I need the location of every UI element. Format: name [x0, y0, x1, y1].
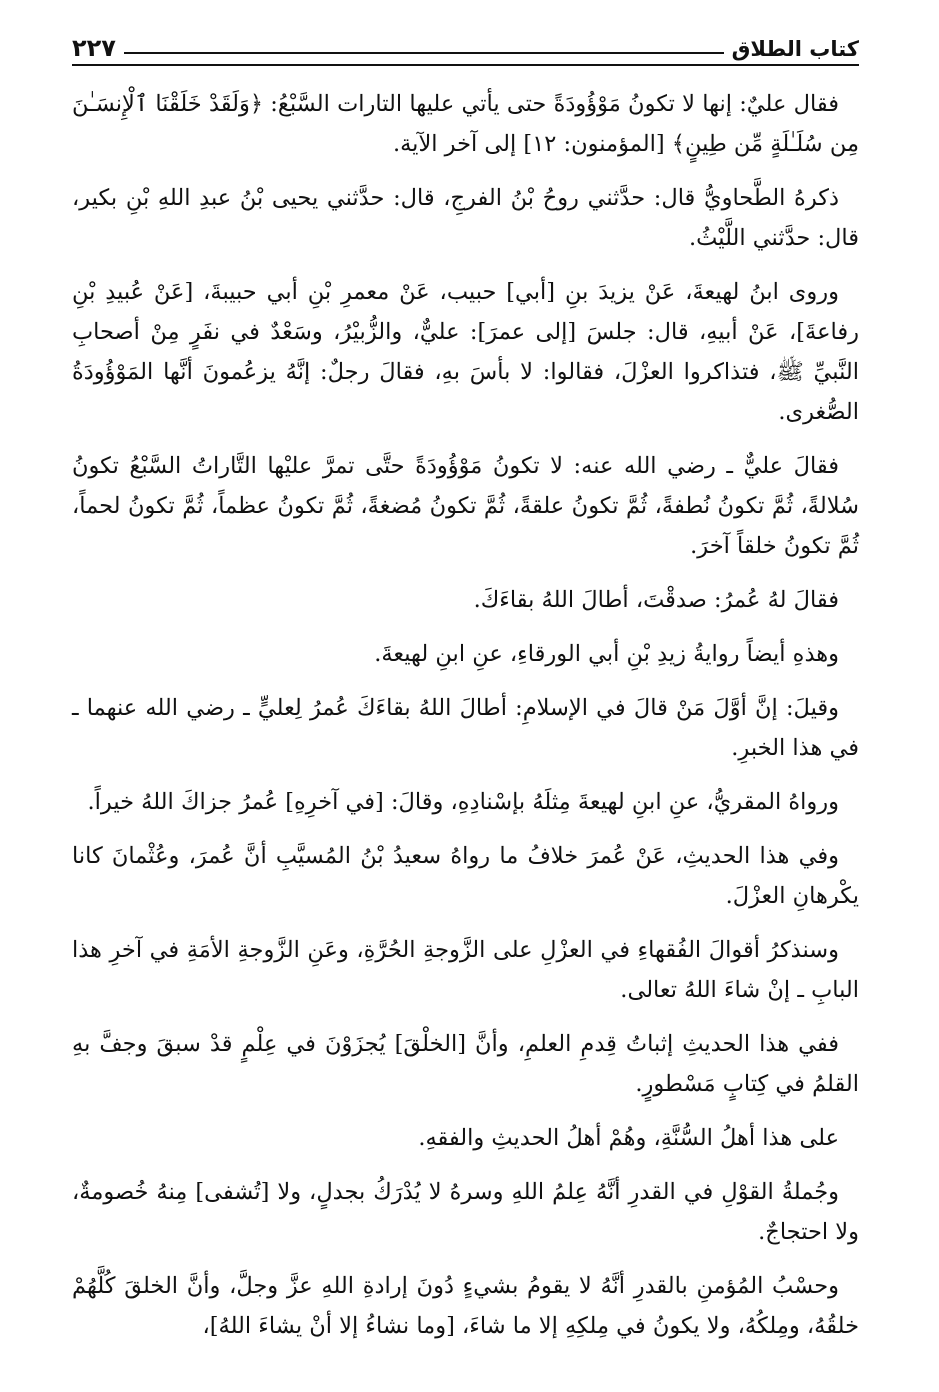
paragraph: وفي هذا الحديثِ، عَنْ عُمرَ خلافُ ما رواهُ سعيدُ بْنُ المُسيَّبِ أنَّ عُمرَ، وعُثْمانَ كانا يكْرهانِ العزْلَ.: [72, 843, 859, 909]
paragraph: ذكرهُ الطَّحاويُّ قال: حدَّثني روحُ بْنُ الفرجِ، قال: حدَّثني يحيى بْنُ عبدِ اللهِ بْنِ بكير، قال: حدَّثني اللَّيْثُ.: [72, 185, 859, 251]
paragraph: ففي هذا الحديثِ إثباتُ قِدمِ العلمِ، وأنَّ [الخلْقَ] يُجزَوْنَ في عِلْمٍ قدْ سبقَ وجفَّ بهِ القلمُ في كِتابٍ مَسْطورٍ.: [72, 1031, 859, 1097]
page-body: [72, 84, 859, 1360]
paragraph: فقال عليٌ: إنها لا تكونُ مَوْؤُودَةً حتى يأتي عليها التارات السَّبْعُ: ﴿وَلَقَدْ خَلَقْنَا ٱلْإِنسَـٰنَ مِن سُلَـٰلَةٍ مِّن طِينٍ﴾ [المؤمنون: ١٢] إلى آخر الآية.: [72, 91, 859, 157]
paragraph: فقالَ عليٌّ ـ رضي الله عنه: لا تكونُ مَوْؤُودَةً حتَّى تمرَّ عليْها التَّاراتُ السَّبْعُ تكونُ سُلالةً، ثُمَّ تكونُ نُطفةً، ثُمَّ تكونُ علقةً، ثُمَّ تكونُ مُضغةً، ثُمَّ تكونُ عظماً، ثُمَّ تكونُ لحماً، ثُمَّ تكونُ خلقاً آخرَ.: [72, 453, 859, 559]
paragraph: وجُملةُ القوْلِ في القدرِ أنَّهُ عِلمُ اللهِ وسرهُ لا يُدْرَكُ بجدلٍ، ولا [تُشفى] مِنهُ خُصومةٌ، ولا احتجاجٌ.: [72, 1179, 859, 1245]
paragraph: ورواهُ المقريُّ، عنِ ابنِ لهيعةَ مِثلَهُ بإسْنادِهِ، وقالَ: [في آخرِهِ] عُمرُ جزاكَ اللهُ خيراً.: [87, 789, 839, 815]
paragraph: وقيلَ: إنَّ أوَّلَ مَنْ قالَ في الإسلامِ: أطالَ اللهُ بقاءَكَ عُمرُ لِعليٍّ ـ رضي الله عنهما ـ في هذا الخبرِ.: [72, 695, 859, 761]
paragraph: وحسْبُ المُؤمنِ بالقدرِ أنَّهُ لا يقومُ بشيءٍ دُونَ إرادةِ اللهِ عزَّ وجلَّ، وأنَّ الخلقَ كُلَّهُمْ خلقُهُ، ومِلكُهُ، ولا يكونُ في مِلكِهِ إلا ما شاءَ، [وما نشاءُ إلا أنْ يشاءَ اللهُ]،: [72, 1273, 859, 1339]
paragraph: وسنذكرُ أقوالَ الفُقهاءِ في العزْلِ على الزَّوجةِ الحُرَّةِ، وعَنِ الزَّوجةِ الأمَةِ في آخرِ هذا البابِ ـ إنْ شاءَ اللهُ تعالى.: [72, 937, 859, 1003]
paragraph: وروى ابنُ لهيعةَ، عَنْ يزيدَ بنِ [أبي] حبيب، عَنْ معمرِ بْنِ أبي حبيبةَ، [عَنْ عُبيدِ بْنِ رفاعةَ]، عَنْ أبيهِ، قال: جلسَ [إلى عمرَ]: عليٌّ، والزُّبيْرُ، وسَعْدٌ في نفَرٍ مِنْ أصحابِ النَّبيِّ ﷺ، فتذاكروا العزْلَ، فقالوا: لا بأسَ بهِ، فقالَ رجلٌ: إنَّهُ يزعُمونَ أنَّها المَوْؤُودَةُ الصُّغرى.: [72, 279, 859, 425]
page-header: [72, 20, 859, 66]
paragraph: على هذا أهلُ السُّنَّةِ، وهُمْ أهلُ الحديثِ والفقهِ.: [418, 1125, 839, 1151]
page-number: ٢٢٧: [72, 34, 116, 62]
book-title: كتاب الطلاق: [731, 37, 859, 61]
paragraph: فقالَ لهُ عُمرُ: صدقْتَ، أطالَ اللهُ بقاءَكَ.: [473, 587, 839, 613]
paragraph: وهذهِ أيضاً روايةُ زيدِ بْنِ أبي الورقاءِ، عنِ ابنِ لهيعةَ.: [374, 641, 839, 667]
header-rule: [124, 52, 724, 54]
